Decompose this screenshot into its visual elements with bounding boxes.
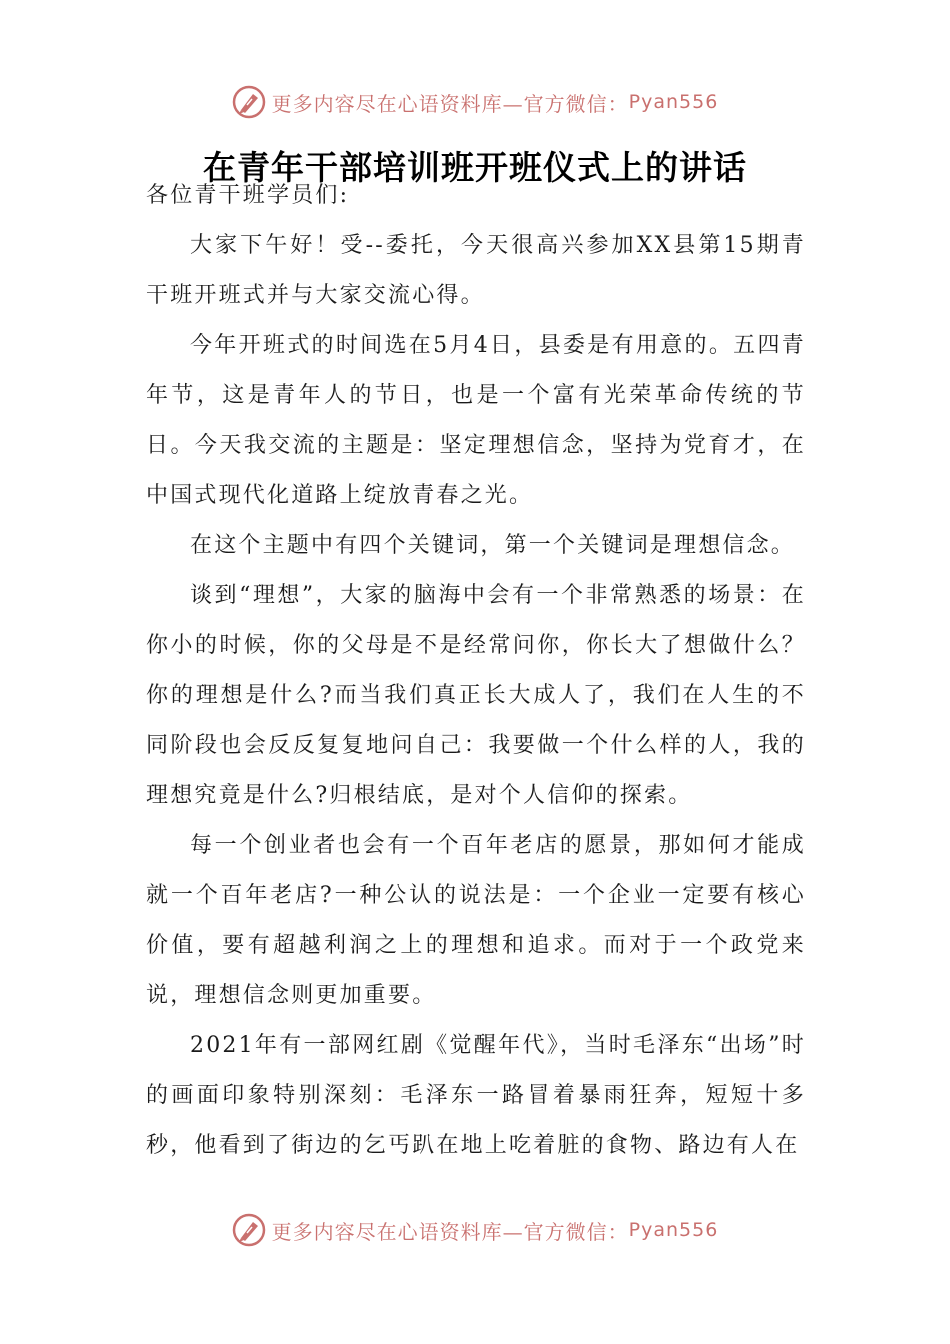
document-body — [146, 171, 806, 1171]
watermark-text: 更多内容尽在心语资料库—官方微信： — [271, 91, 629, 116]
document-title: 在青年干部培训班开班仪式上的讲话 — [203, 148, 747, 187]
pen-nib-logo-icon — [232, 85, 266, 119]
paragraph: 每一个创业者也会有一个百年老店的愿景，那如何才能成就一个百年老店?一种公认的说法是：一个企业一定要有核心价值，要有超越利润之上的理想和追求。而对于一个政党来说，理想信念则更加重要。 — [146, 833, 806, 1008]
paragraph: 今年开班式的时间选在5月4日，县委是有用意的。五四青年节，这是青年人的节日，也是一个富有光荣革命传统的节日。今天我交流的主题是：坚定理想信念，坚持为党育才，在中国式现代化道路上绽放青春之光。 — [146, 333, 806, 508]
watermark-text: 更多内容尽在心语资料库—官方微信： — [271, 1219, 629, 1244]
salutation: 各位青干班学员们: — [146, 183, 350, 208]
watermark-wechat-id: Pyan556 — [628, 91, 719, 113]
paragraph: 2021年有一部网红剧《觉醒年代》，当时毛泽东“出场”时的画面印象特别深刻：毛泽东一路冒着暴雨狂奔，短短十多秒，他看到了街边的乞丐趴在地上吃着脏的食物、路边有人在 — [146, 1033, 806, 1158]
paragraph: 谈到“理想”，大家的脑海中会有一个非常熟悉的场景：在你小的时候，你的父母是不是经常问你，你长大了想做什么？你的理想是什么?而当我们真正长大成人了，我们在人生的不同阶段也会反反复复地问自己：我要做一个什么样的人，我的理想究竟是什么?归根结底，是对个人信仰的探索。 — [146, 583, 806, 808]
watermark-wechat-id: Pyan556 — [628, 1219, 719, 1241]
header-watermark — [0, 82, 950, 122]
footer-watermark — [0, 1210, 950, 1250]
paragraph: 大家下午好！受--委托，今天很高兴参加XX县第15期青干班开班式并与大家交流心得。 — [146, 233, 806, 308]
paragraph: 在这个主题中有四个关键词，第一个关键词是理想信念。 — [190, 533, 796, 558]
pen-nib-logo-icon — [232, 1213, 266, 1247]
